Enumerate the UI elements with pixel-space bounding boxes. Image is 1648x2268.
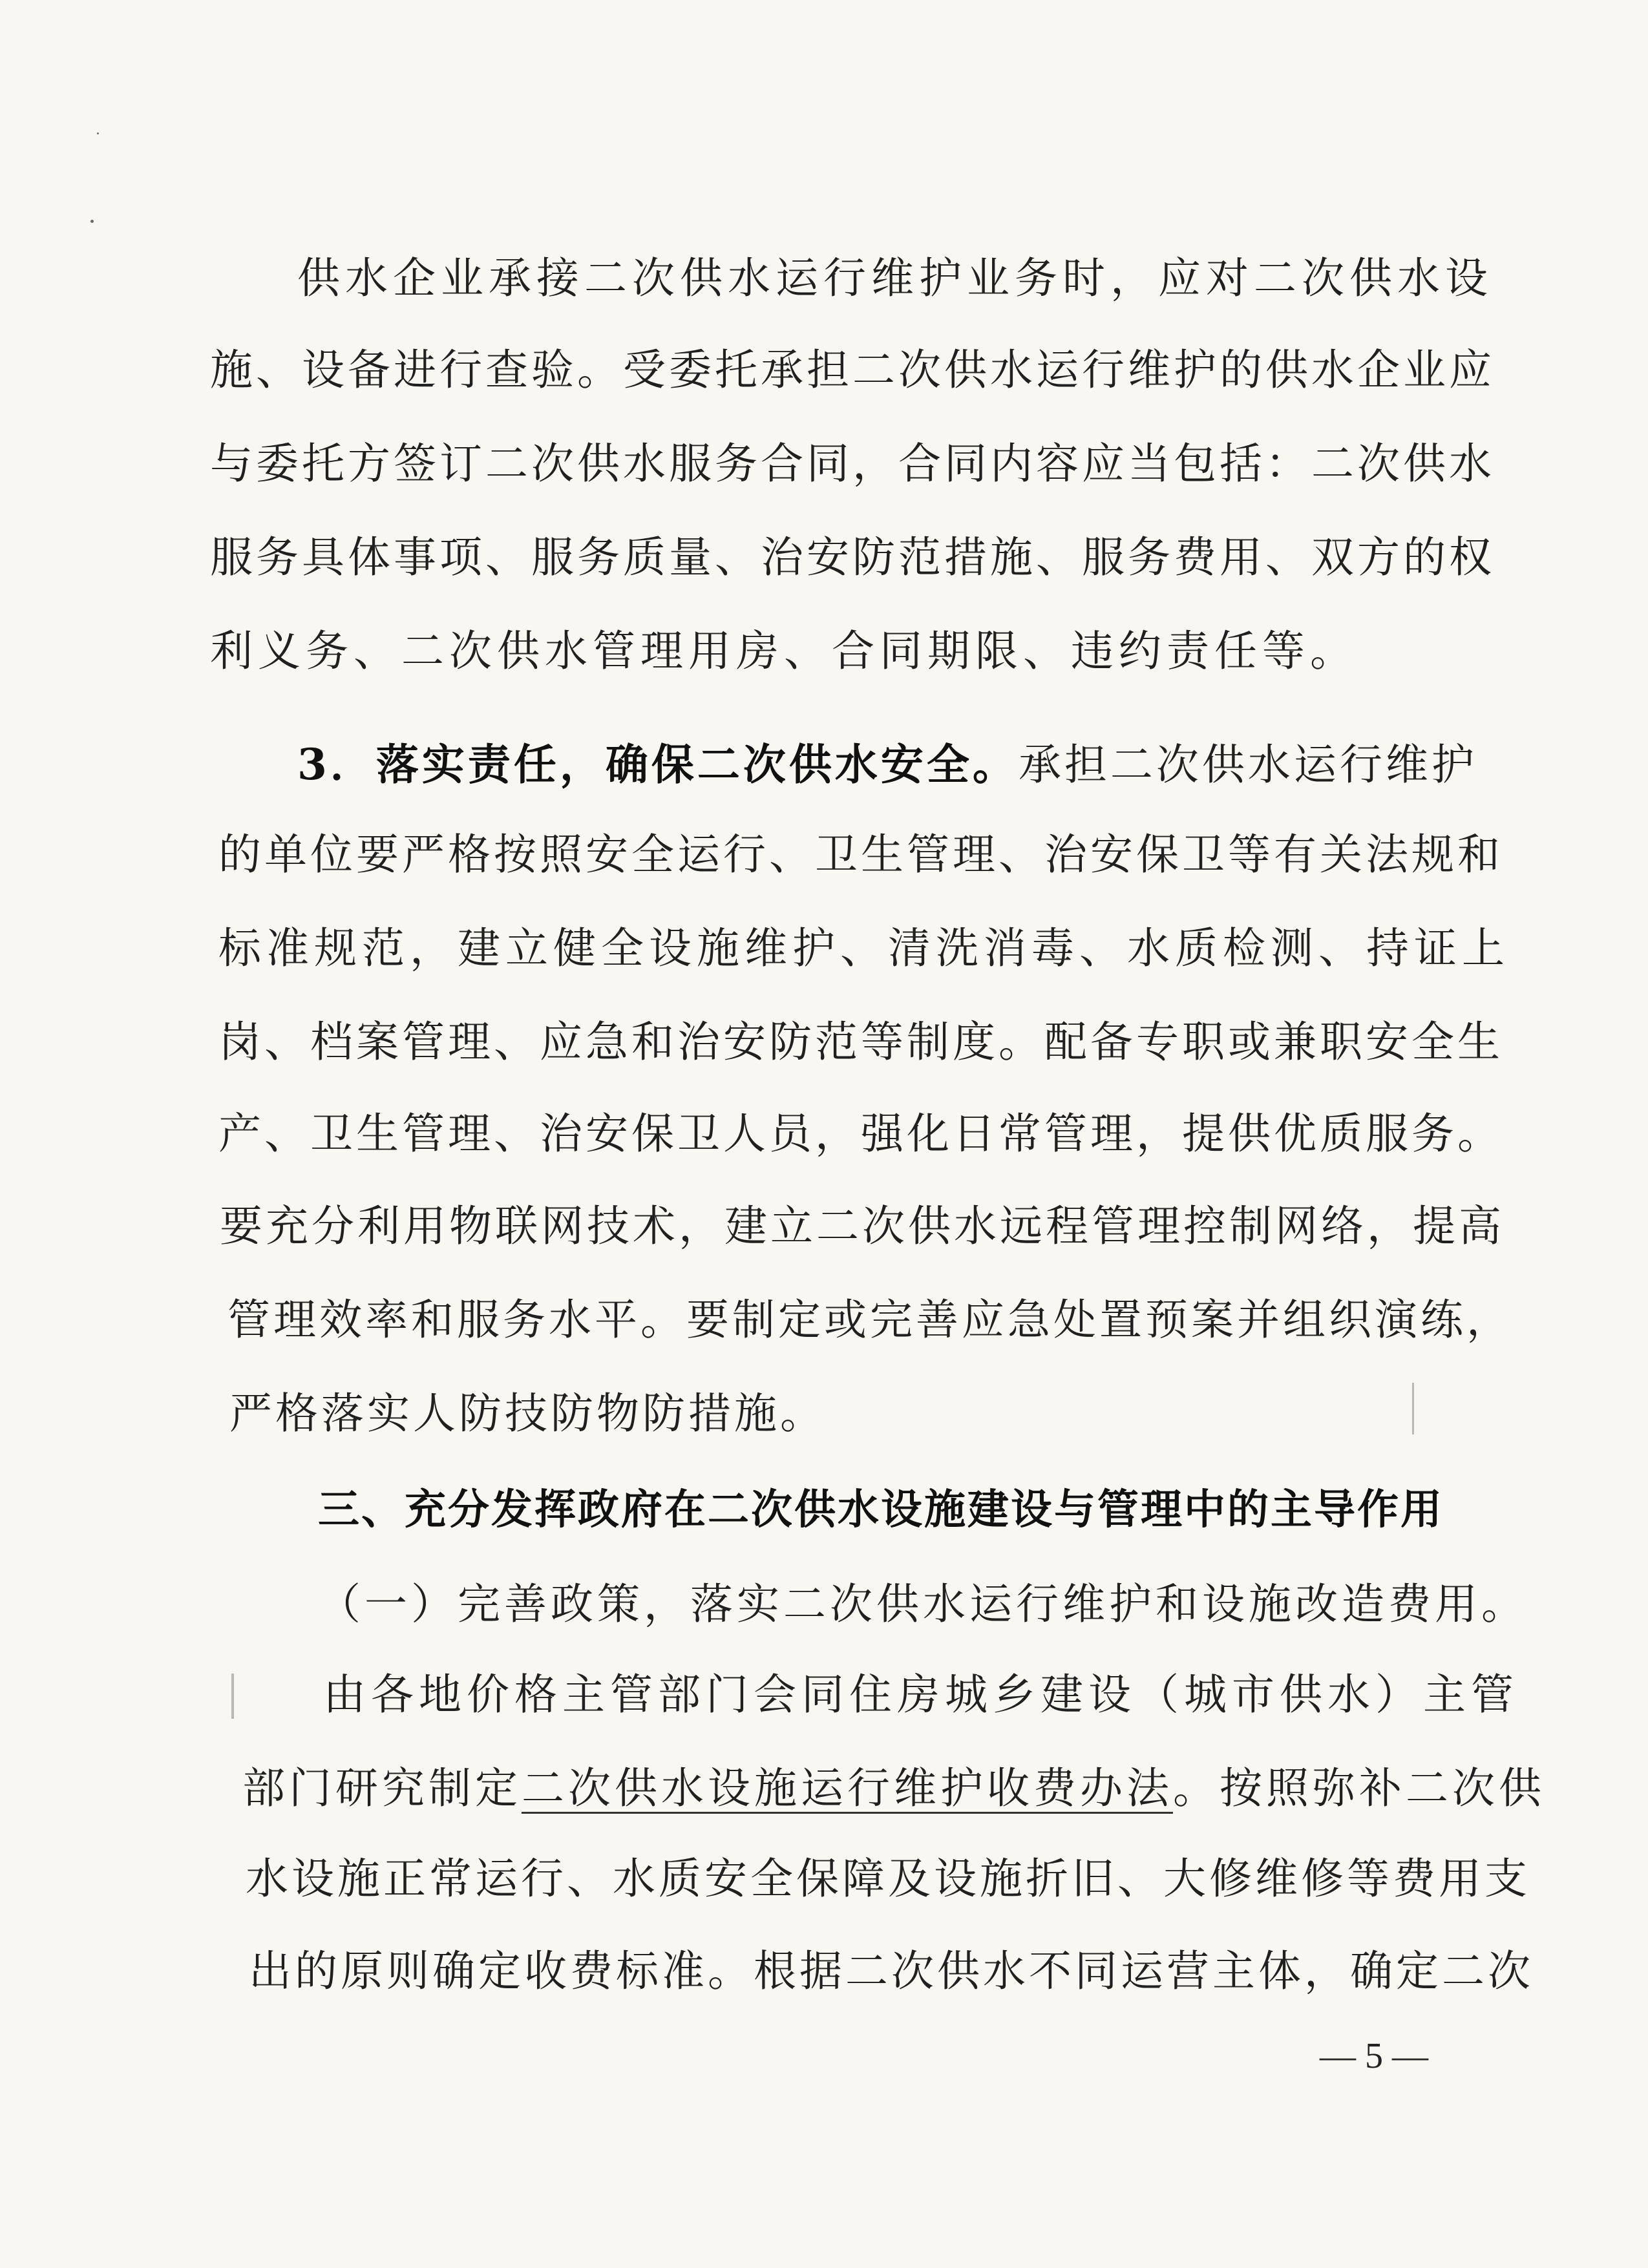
- scan-edge-mark: [1412, 1383, 1414, 1434]
- body-line: 施、设备进行查验。受委托承担二次供水运行维护的供水企业应: [210, 345, 1495, 395]
- body-line: 要充分利用物联网技术，建立二次供水远程管理控制网络，提高: [220, 1201, 1505, 1251]
- page-number: — 5 —: [1320, 2036, 1428, 2076]
- body-line: 管理效率和服务水平。要制定或完善应急处置预案并组织演练，: [227, 1295, 1512, 1345]
- line2-prefix: 部门研究制定: [242, 1763, 522, 1813]
- section-heading: 三、充分发挥政府在二次供水设施建设与管理中的主导作用: [318, 1486, 1444, 1534]
- item3-first-line-rest: 承担二次供水运行维护: [1018, 740, 1477, 790]
- line2-suffix: 。按照弥补二次供: [1173, 1763, 1545, 1813]
- body-line: 水设施正常运行、水质安全保障及设施折旧、大修维修等费用支: [246, 1854, 1530, 1904]
- underlined-phrase: 二次供水设施运行维护收费办法: [522, 1763, 1173, 1813]
- body-line-with-underline: [242, 1763, 1545, 1813]
- body-line: 由各地价格主管部门会同住房城乡建设（城市供水）主管: [323, 1670, 1519, 1719]
- body-line: 的单位要严格按照安全运行、卫生管理、治安保卫等有关法规和: [218, 830, 1503, 879]
- body-line: 岗、档案管理、应急和治安防范等制度。配备专职或兼职安全生: [218, 1017, 1503, 1067]
- body-line: 出的原则确定收费标准。根据二次供水不同运营主体，确定二次: [249, 1946, 1534, 1996]
- item3-heading: 3．落实责任，确保二次供水安全。: [297, 739, 1019, 790]
- scan-speck: [90, 220, 94, 223]
- body-line: 供水企业承接二次供水运行维护业务时，应对二次供水设: [297, 253, 1493, 303]
- body-line: 与委托方签订二次供水服务合同，合同内容应当包括：二次供水: [210, 439, 1495, 488]
- item3-first-line: [297, 739, 1477, 790]
- body-line: 服务具体事项、服务质量、治安防范措施、服务费用、双方的权: [210, 532, 1495, 582]
- body-line: 严格落实人防技防物防措施。: [229, 1389, 826, 1438]
- body-line: 标准规范，建立健全设施维护、清洗消毒、水质检测、持证上: [218, 923, 1510, 973]
- body-line: 利义务、二次供水管理用房、合同期限、违约责任等。: [210, 626, 1358, 676]
- body-line: 产、卫生管理、治安保卫人员，强化日常管理，提供优质服务。: [218, 1109, 1503, 1159]
- scan-speck: [97, 132, 99, 134]
- subsection-heading: （一）完善政策，落实二次供水运行维护和设施改造费用。: [318, 1579, 1528, 1629]
- scan-edge-mark: [231, 1674, 234, 1719]
